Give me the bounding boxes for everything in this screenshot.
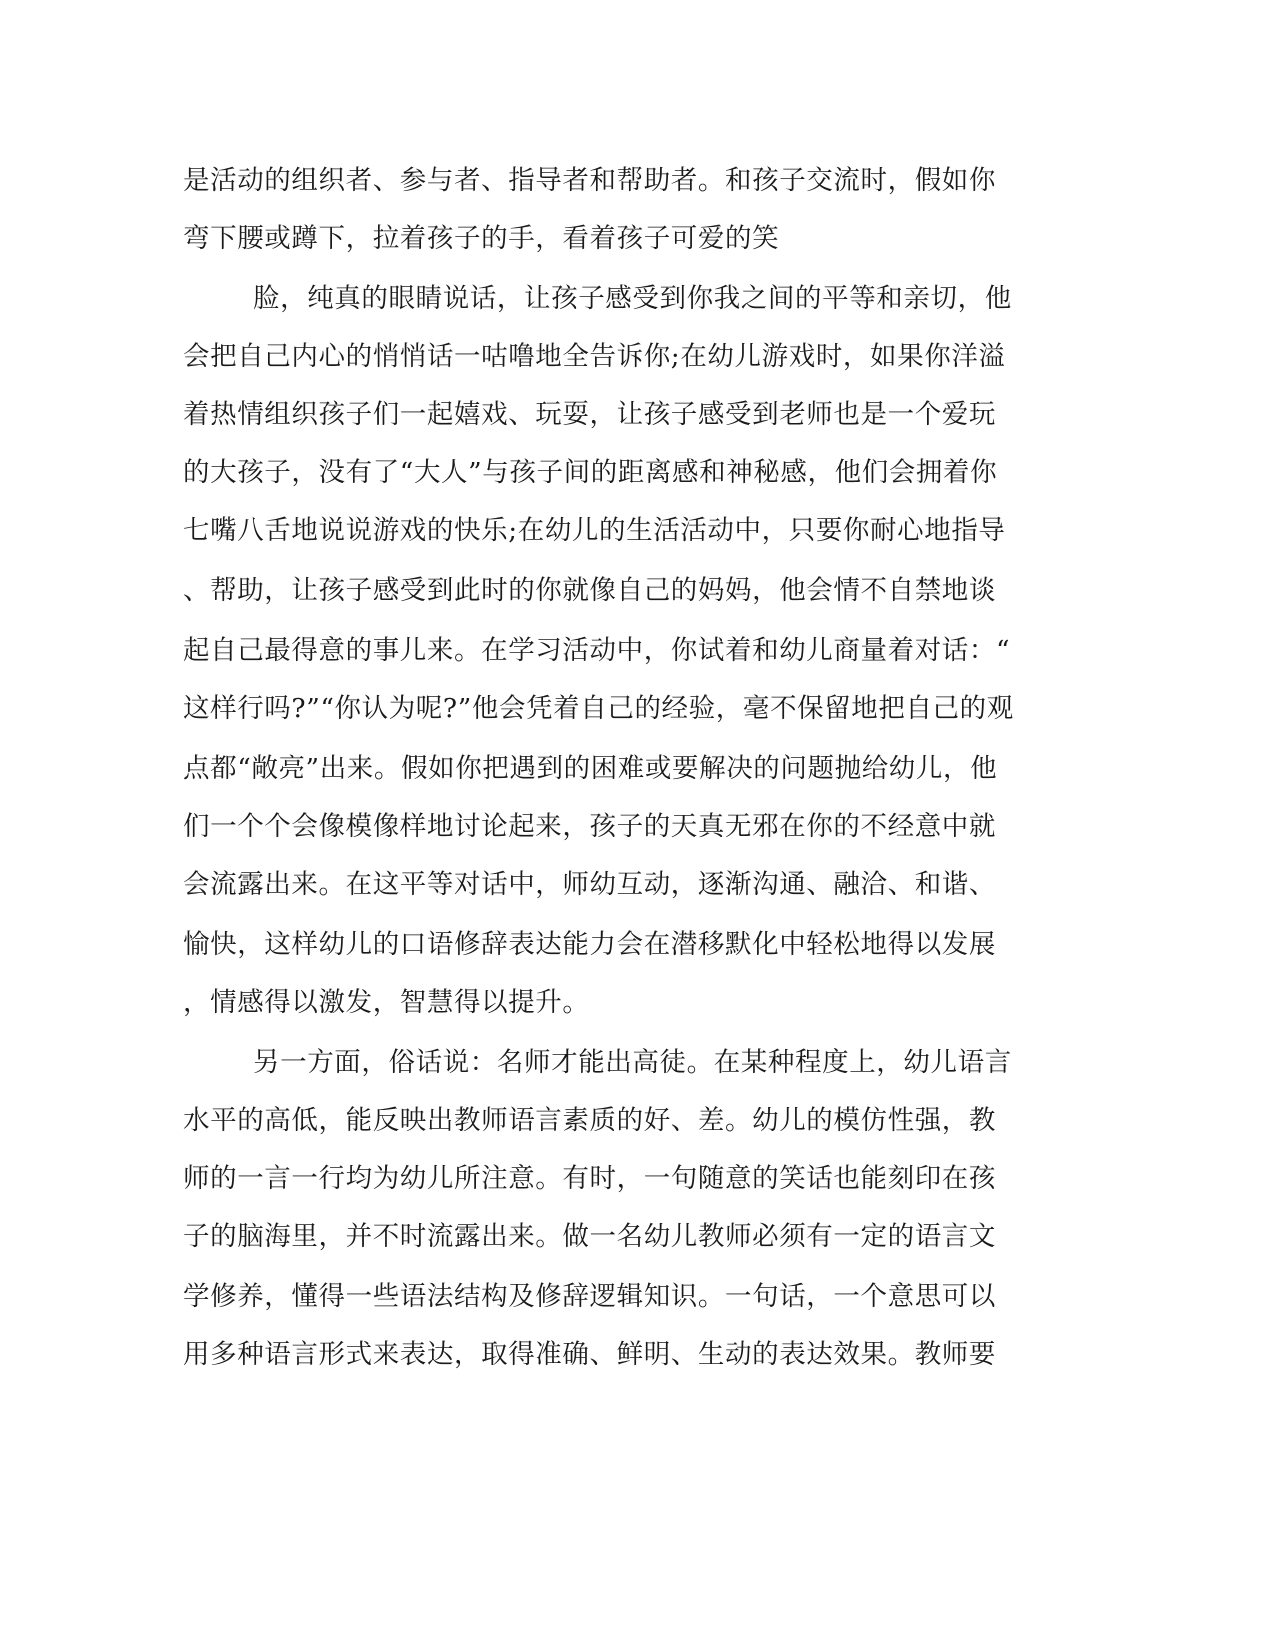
text-line: 愉快，这样幼儿的口语修辞表达能力会在潜移默化中轻松地得以发展 (183, 929, 996, 960)
text-line: 用多种语言形式来表达，取得准确、鲜明、生动的表达效果。教师要 (183, 1339, 996, 1370)
text-line: 子的脑海里，并不时流露出来。做一名幼儿教师必须有一定的语言文 (183, 1221, 996, 1252)
text-line: 是活动的组织者、参与者、指导者和帮助者。和孩子交流时，假如你 (183, 165, 996, 196)
text-line: 、帮助，让孩子感受到此时的你就像自己的妈妈，他会情不自禁地谈 (183, 575, 996, 606)
text-line: 学修养，懂得一些语法结构及修辞逻辑知识。一句话，一个意思可以 (183, 1281, 996, 1312)
text-line: 弯下腰或蹲下，拉着孩子的手，看着孩子可爱的笑 (183, 223, 780, 254)
text-line: 着热情组织孩子们一起嬉戏、玩耍，让孩子感受到老师也是一个爱玩 (183, 399, 996, 430)
paragraph-start-line: 脸，纯真的眼睛说话，让孩子感受到你我之间的平等和亲切，他 (253, 283, 1012, 314)
text-line: ，情感得以激发，智慧得以提升。 (183, 987, 590, 1018)
text-line: 水平的高低，能反映出教师语言素质的好、差。幼儿的模仿性强，教 (183, 1105, 996, 1136)
text-line: 点都“敞亮”出来。假如你把遇到的困难或要解决的问题抛给幼儿，他 (183, 753, 998, 784)
paragraph-start-line: 另一方面，俗话说：名师才能出高徒。在某种程度上，幼儿语言 (253, 1047, 1012, 1078)
text-line: 会把自己内心的悄悄话一咕噜地全告诉你;在幼儿游戏时，如果你洋溢 (183, 341, 1006, 372)
text-line: 起自己最得意的事儿来。在学习活动中，你试着和幼儿商量着对话：“ (183, 635, 1011, 666)
text-line: 们一个个会像模像样地讨论起来，孩子的天真无邪在你的不经意中就 (183, 811, 996, 842)
text-line: 七嘴八舌地说说游戏的快乐;在幼儿的生活活动中，只要你耐心地指导 (183, 515, 1006, 546)
text-line: 的大孩子，没有了“大人”与孩子间的距离感和神秘感，他们会拥着你 (183, 457, 998, 488)
text-line: 师的一言一行均为幼儿所注意。有时，一句随意的笑话也能刻印在孩 (183, 1163, 996, 1194)
text-line: 会流露出来。在这平等对话中，师幼互动，逐渐沟通、融洽、和谐、 (183, 869, 996, 900)
text-line: 这样行吗?”“你认为呢?”他会凭着自己的经验，毫不保留地把自己的观 (183, 693, 1014, 724)
